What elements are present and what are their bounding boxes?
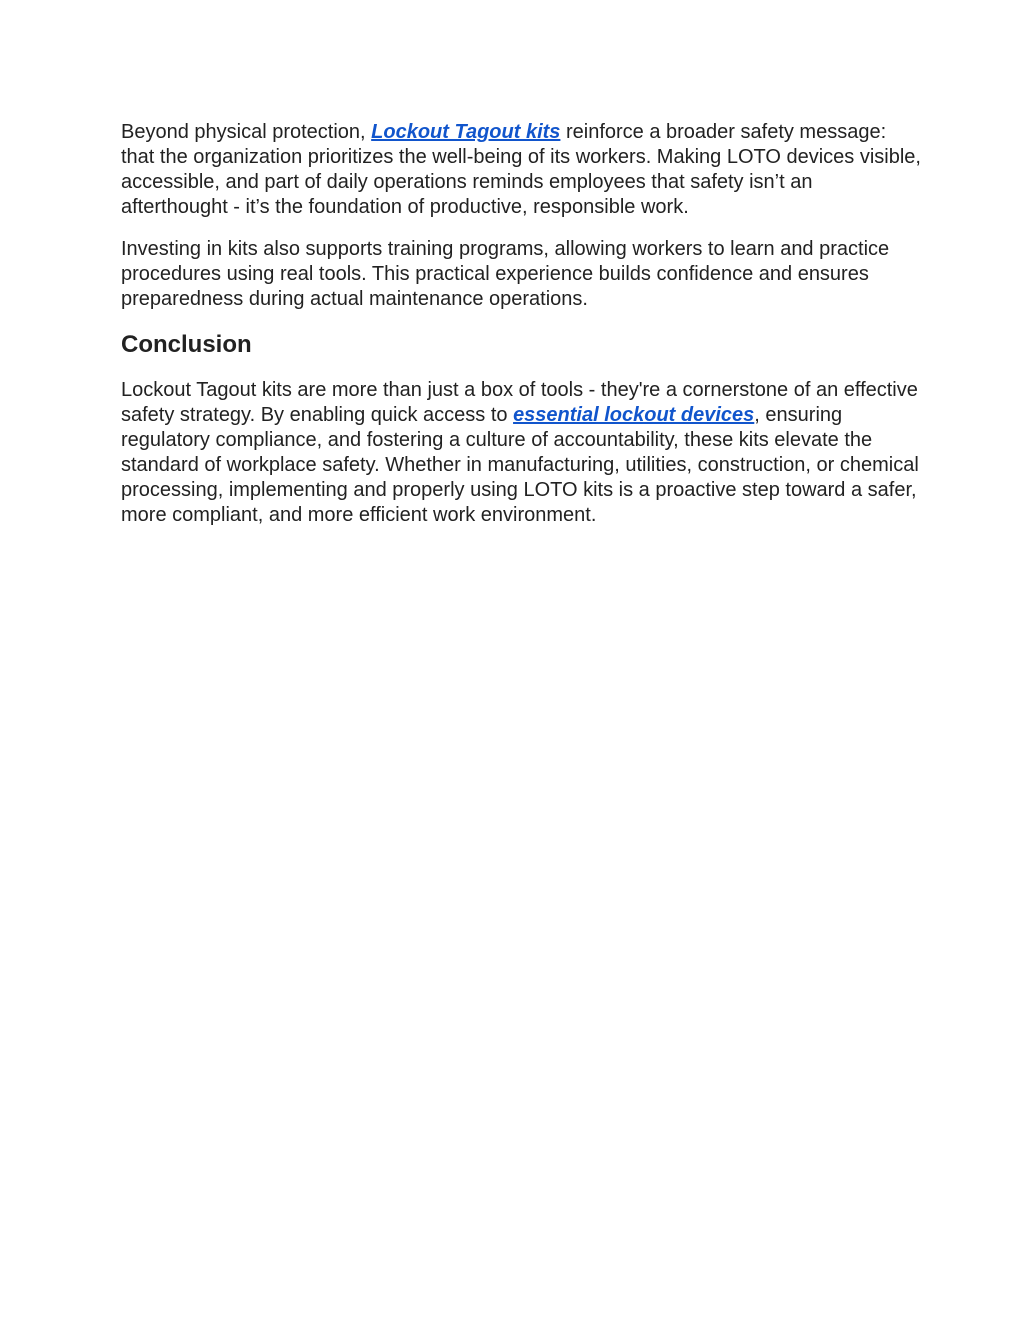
paragraph-loto-kits-message — [121, 120, 921, 220]
paragraph-text: Lockout Tagout kits are more than just a box of tools - they're a cornerstone of an effective safety strategy. By enabling quick access to — [121, 379, 918, 426]
paragraph-training: Investing in kits also supports training programs, allowing workers to learn and practice procedures using real tools. This practical experience builds confidence and ensures preparedness during actual maintenance operations. — [121, 238, 890, 310]
conclusion-heading: Conclusion — [121, 331, 252, 358]
essential-lockout-devices-link[interactable]: essential lockout devices — [513, 404, 755, 426]
lockout-tagout-kits-link[interactable]: Lockout Tagout kits — [371, 121, 561, 143]
paragraph-text: Beyond physical protection, — [121, 121, 372, 143]
document-body — [121, 120, 921, 528]
paragraph-text: reinforce a broader safety message: that the organization prioritizes the well-being of its workers. Making LOTO devices visible, accessible, and part of daily operations reminds employees that safety isn’t an afterthought - it’s the foundation of productive, responsible work. — [121, 121, 921, 218]
paragraph-text: , ensuring regulatory compliance, and fostering a culture of accountability, these kits elevate the standard of workplace safety. Whether in manufacturing, utilities, construction, or chemical processing, implementing and properly using LOTO kits is a proactive step toward a safer, more compliant, and more efficient work environment. — [121, 404, 919, 526]
paragraph-conclusion — [121, 378, 921, 528]
